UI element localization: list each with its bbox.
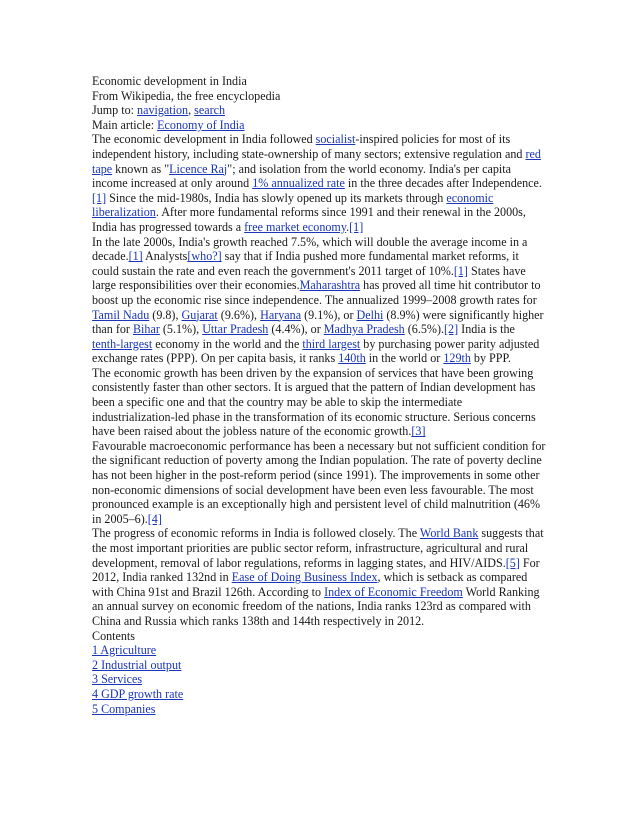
paragraph-text: (9.1%), or (301, 307, 357, 322)
index-of-economic-freedom-link[interactable]: Index of Economic Freedom (324, 584, 463, 599)
contents-item (92, 643, 546, 658)
paragraph-text: say that if India pushed more fundamental market reforms, it could sustain the rate and even reach the government's 2011 target of 10%. (92, 249, 519, 278)
contents-heading: Contents (92, 628, 136, 643)
red-tape-link[interactable]: red tape (92, 146, 541, 176)
navigation-link[interactable]: navigation (137, 103, 189, 118)
contents-item (92, 687, 546, 702)
economy-of-india-link[interactable]: Economy of India (157, 117, 245, 132)
paragraph-text: known as " (112, 161, 170, 176)
contents-link-agriculture[interactable]: 1 Agriculture (92, 643, 157, 658)
economic-liberalization-link[interactable]: economic liberalization (92, 190, 494, 220)
contents-link-services[interactable]: 3 Services (92, 672, 143, 687)
paragraph-text: (8.9%) were significantly higher than for (92, 307, 544, 337)
world-bank-link[interactable]: World Bank (419, 526, 479, 541)
madhya-pradesh-link[interactable]: Madhya Pradesh (323, 322, 405, 337)
tamil-nadu-link[interactable]: Tamil Nadu (92, 307, 150, 322)
paragraph-text: Since the mid-1980s, India has slowly opened up its markets through (106, 190, 447, 205)
paragraph-text: -inspired policies for most of its independent history, including state-ownership of many sectors; extensive regulation and (92, 132, 526, 161)
citation-link[interactable]: [1] (349, 219, 364, 234)
paragraph-text: has proved all time hit contributor to boost up the economic rise since independence. The annualized 1999–2008 growth rates for (92, 278, 541, 307)
paragraph-4 (92, 439, 546, 527)
maharashtra-link[interactable]: Maharashtra (299, 278, 361, 293)
contents-item (92, 658, 546, 673)
free-market-economy-link[interactable]: free market economy (244, 219, 347, 234)
paragraph-text: The economic growth has been driven by the expansion of services that have been growing consistently faster than other sectors. It is argued that the pattern of Indian development has been a specific one and that the country may be able to skip the intermediate industrialization-led phase in the transformation of its economic structure. Serious concerns have been raised about the jobless nature of the economic growth. (92, 365, 536, 439)
paragraph-text: In the late 2000s, India's growth reached 7.5%, which will double the average income in a decade. (92, 234, 528, 264)
paragraph-text: in the three decades after Independence. (344, 176, 542, 191)
bihar-link[interactable]: Bihar (132, 322, 160, 337)
paragraph-text: (4.4%), or (268, 322, 324, 337)
ease-of-doing-business-link[interactable]: Ease of Doing Business Index (231, 570, 378, 585)
paragraph-text: (9.8), (149, 307, 182, 322)
paragraph-text: For 2012, India ranked 132nd in (92, 555, 540, 585)
paragraph-text: (9.6%), (217, 307, 261, 322)
citation-link[interactable]: [1] (92, 190, 107, 205)
paragraph-text: Favourable macroeconomic performance has been a necessary but not sufficient condition for the significant reduction of poverty among the Indian population. The rate of poverty decline has not been higher in the post-reform period (since 1991). The improvements in some other non-economic dimensions of social development have been even less favourable. The most pronounced example is an exceptionally high and persistent level of child malnutrition (46% in 2005–6). (92, 438, 546, 526)
article (92, 74, 546, 716)
third-largest-link[interactable]: third largest (302, 336, 361, 351)
main-article-label: Main article: (92, 117, 158, 132)
citation-link[interactable]: [1] (128, 249, 143, 264)
contents-link-gdp-growth-rate[interactable]: 4 GDP growth rate (92, 686, 184, 701)
citation-link[interactable]: [3] (411, 424, 426, 439)
licence-raj-link[interactable]: Licence Raj (169, 161, 228, 176)
jump-separator: , (188, 103, 195, 118)
uttar-pradesh-link[interactable]: Uttar Pradesh (202, 322, 269, 337)
citation-link[interactable]: [2] (444, 322, 459, 337)
paragraph-5 (92, 526, 546, 628)
annualized-rate-link[interactable]: 1% annualized rate (252, 176, 345, 191)
paragraph-text: World Ranking an annual survey on economic freedom of the nations, India ranks 123rd as compared with China and Russia which ranks 138th and 144th respectively in 2012. (92, 584, 540, 628)
haryana-link[interactable]: Haryana (260, 307, 302, 322)
contents-link-industrial-output[interactable]: 2 Industrial output (92, 657, 182, 672)
contents-item (92, 672, 546, 687)
paragraph-text: in the world or (365, 351, 444, 366)
socialist-link[interactable]: socialist (315, 132, 356, 147)
paragraph-text: economy in the world and the (152, 336, 303, 351)
paragraph-3 (92, 366, 546, 439)
paragraph-text: "; and isolation from the world economy. India's per capita income increased at only around (92, 161, 512, 191)
tenth-largest-link[interactable]: tenth-largest (92, 336, 153, 351)
gujarat-link[interactable]: Gujarat (181, 307, 218, 322)
paragraph-text: by PPP. (470, 351, 511, 366)
paragraph-text: . After more fundamental reforms since 1991 and their renewal in the 2000s, India has progressed towards a (92, 205, 526, 234)
citation-link[interactable]: [4] (147, 511, 162, 526)
paragraph-text: . (346, 219, 350, 234)
who-link[interactable]: [who?] (187, 249, 222, 264)
paragraph-text: States have large responsibilities over their economies. (92, 263, 526, 293)
paragraph-1 (92, 132, 546, 234)
paragraph-text: (6.5%). (404, 322, 445, 337)
jump-to-label: Jump to: (92, 103, 138, 118)
delhi-link[interactable]: Delhi (356, 307, 384, 322)
paragraph-text: Analysts (142, 249, 188, 264)
140th-link[interactable]: 140th (338, 351, 366, 366)
page-title: Economic development in India (92, 74, 247, 88)
main-article-line (92, 118, 546, 133)
contents-item (92, 702, 546, 717)
page-subtitle: From Wikipedia, the free encyclopedia (92, 88, 281, 103)
citation-link[interactable]: [1] (453, 263, 468, 278)
129th-link[interactable]: 129th (443, 351, 471, 366)
paragraph-text: , which is setback as compared with China 91st and Brazil 126th. According to (92, 570, 528, 599)
paragraph-text: The progress of economic reforms in India is followed closely. The (92, 526, 420, 541)
contents-link-companies[interactable]: 5 Companies (92, 701, 156, 716)
paragraph-text: (5.1%), (159, 322, 203, 337)
paragraph-text: India is the (458, 322, 515, 337)
jump-to-line (92, 103, 546, 118)
paragraph-text: suggests that the most important priorities are public sector reform, infrastructure, agricultural and rural development, removal of labor regulations, reforms in lagging states, and HIV/AIDS. (92, 526, 544, 570)
citation-link[interactable]: [5] (505, 555, 520, 570)
search-link[interactable]: search (194, 103, 226, 118)
paragraph-text: The economic development in India followed (92, 132, 316, 147)
paragraph-2 (92, 235, 546, 366)
paragraph-text: by purchasing power parity adjusted exchange rates (PPP). On per capita basis, it ranks (92, 336, 540, 366)
